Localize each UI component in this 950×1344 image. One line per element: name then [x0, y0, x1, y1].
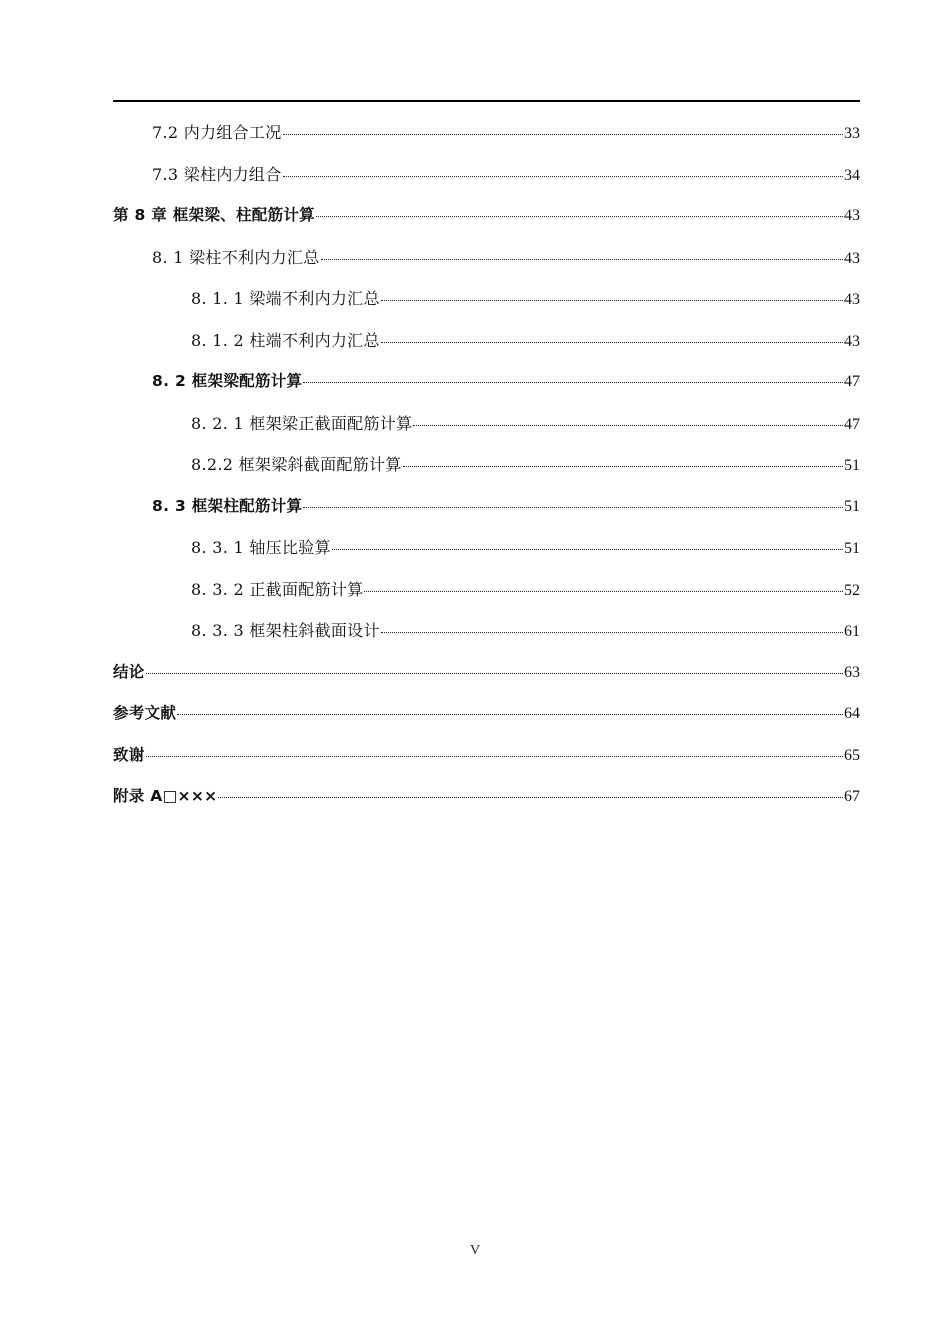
dot-leader	[332, 549, 843, 550]
dot-leader	[316, 216, 843, 217]
toc-entry-title: 8. 2. 1 框架梁正截面配筋计算	[191, 413, 413, 433]
toc-entry[interactable]	[113, 195, 860, 237]
toc-entry-title: 致谢	[113, 745, 145, 764]
toc-entry-page-number: 64	[844, 705, 860, 722]
toc-entry[interactable]	[113, 610, 860, 652]
toc-entry-page-number: 63	[844, 663, 860, 681]
dot-leader	[381, 342, 843, 343]
toc-entry-page-number: 43	[844, 249, 860, 267]
toc-entry-title: 8. 3. 2 正截面配筋计算	[191, 579, 364, 599]
toc-entry-page-number: 34	[844, 166, 860, 184]
toc-entry-title: 8. 1. 2 柱端不利内力汇总	[191, 330, 380, 350]
toc-entry-title: 8. 3 框架柱配筋计算	[152, 496, 303, 515]
toc-entry-page-number: 51	[844, 540, 860, 557]
dot-leader	[283, 176, 843, 177]
toc-entry[interactable]	[113, 652, 860, 694]
dot-leader	[177, 714, 843, 715]
toc-entry-title: 7.2 内力组合工况	[152, 123, 282, 142]
dot-leader	[303, 507, 843, 508]
toc-entry-title: 第 8 章 框架梁、柱配筋计算	[113, 206, 315, 224]
toc-entry-page-number: 65	[844, 746, 860, 764]
dot-leader	[413, 425, 843, 426]
toc-entry[interactable]	[113, 776, 860, 818]
dot-leader	[303, 382, 843, 383]
toc-entry-page-number: 67	[844, 788, 860, 805]
toc-entry[interactable]	[113, 486, 860, 528]
toc-entry-title: 7.3 梁柱内力组合	[152, 164, 282, 184]
dot-leader	[321, 259, 843, 260]
toc-entry[interactable]	[113, 320, 860, 362]
toc-entry-title: 附录 A□×××	[113, 787, 218, 805]
toc-entry-title: 8. 3. 3 框架柱斜截面设计	[191, 621, 380, 640]
header-rule	[113, 100, 860, 102]
toc-entry-page-number: 51	[844, 497, 860, 515]
dot-leader	[403, 466, 843, 467]
toc-entry[interactable]	[113, 403, 860, 445]
table-of-contents	[113, 112, 860, 818]
toc-entry-page-number: 43	[844, 207, 860, 224]
toc-entry-page-number: 47	[844, 373, 860, 390]
dot-leader	[146, 673, 843, 674]
toc-entry-page-number: 47	[844, 415, 860, 433]
toc-entry-title: 结论	[113, 662, 145, 681]
toc-entry-title: 8. 1. 1 梁端不利内力汇总	[191, 289, 380, 308]
toc-entry[interactable]	[113, 361, 860, 403]
toc-entry[interactable]	[113, 569, 860, 611]
dot-leader	[381, 300, 843, 301]
toc-entry-title: 8. 2 框架梁配筋计算	[152, 372, 303, 390]
toc-entry[interactable]	[113, 444, 860, 486]
toc-entry-page-number: 43	[844, 332, 860, 350]
toc-entry[interactable]	[113, 527, 860, 569]
toc-entry-page-number: 61	[844, 623, 860, 640]
toc-entry[interactable]	[113, 112, 860, 154]
toc-entry-title: 8.2.2 框架梁斜截面配筋计算	[191, 455, 402, 474]
toc-entry[interactable]	[113, 693, 860, 735]
toc-entry-title: 8. 3. 1 轴压比验算	[191, 538, 331, 557]
page-number: V	[469, 1243, 481, 1258]
toc-entry-title: 参考文献	[113, 704, 177, 722]
dot-leader	[218, 797, 843, 798]
dot-leader	[283, 134, 843, 135]
dot-leader	[381, 632, 843, 633]
toc-entry[interactable]	[113, 735, 860, 777]
toc-entry-page-number: 52	[844, 581, 860, 599]
toc-entry-page-number: 51	[844, 457, 860, 474]
toc-entry-title: 8. 1 梁柱不利内力汇总	[152, 247, 320, 267]
toc-entry[interactable]	[113, 154, 860, 196]
toc-entry-page-number: 33	[844, 125, 860, 142]
dot-leader	[364, 591, 843, 592]
dot-leader	[146, 756, 843, 757]
toc-entry[interactable]	[113, 278, 860, 320]
toc-entry-page-number: 43	[844, 291, 860, 308]
toc-entry[interactable]	[113, 237, 860, 279]
